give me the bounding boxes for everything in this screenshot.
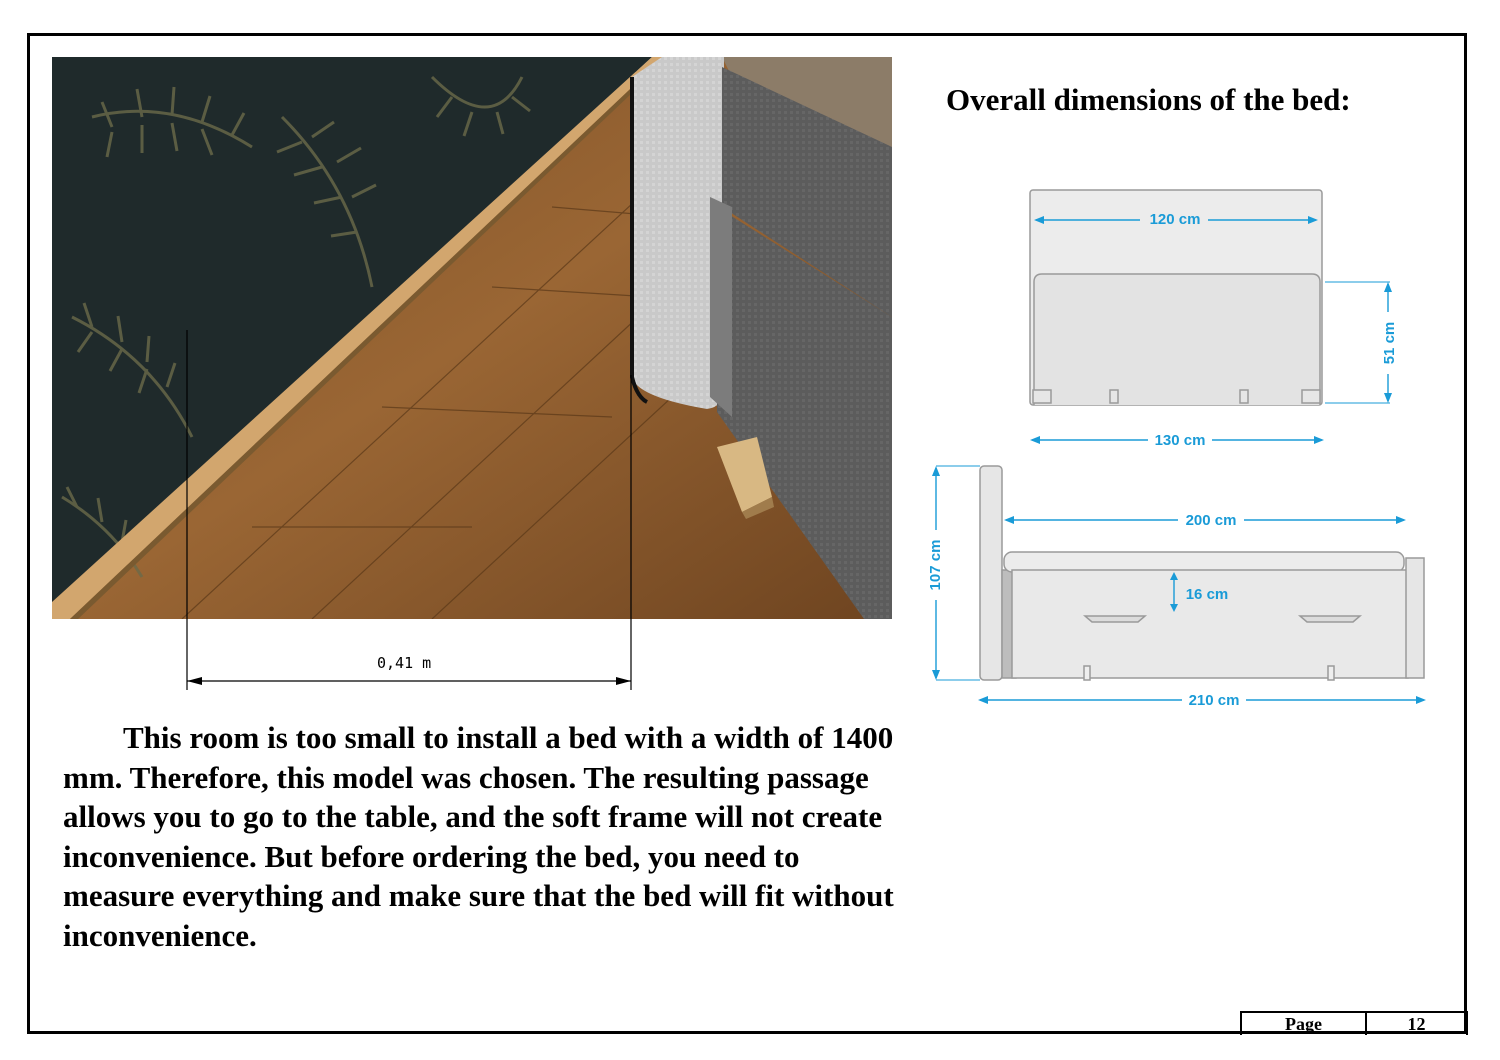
side-view xyxy=(980,466,1424,680)
bed-dimensions-diagram xyxy=(920,170,1440,730)
page-title: Overall dimensions of the bed: xyxy=(946,82,1351,117)
dim-mattress-length: 200 cm xyxy=(1185,512,1237,529)
body-paragraph-text: This room is too small to install a bed with a width of 1400 mm. Therefore, this model was chosen. The resulting passage allows you to go to the table, and the soft frame will not create inconvenience. But before ordering the bed, you need to measure everything and make sure that the bed will fit without inconvenience. xyxy=(63,720,894,953)
dim-front-height: 51 cm xyxy=(1381,321,1398,365)
dim-mattress-height: 16 cm xyxy=(1185,586,1229,603)
measurement-label: 0,41 m xyxy=(377,654,432,672)
page-label: Page xyxy=(1242,1013,1367,1035)
page-number-box xyxy=(1240,1011,1468,1035)
page-number: 12 xyxy=(1407,1014,1426,1034)
render-measurement xyxy=(150,320,670,700)
dim-total-height: 107 cm xyxy=(927,539,944,591)
dim-headboard-width: 120 cm xyxy=(1149,211,1201,228)
dim-frame-width: 130 cm xyxy=(1154,432,1206,449)
body-paragraph xyxy=(63,718,903,955)
dim-total-length: 210 cm xyxy=(1188,692,1240,709)
